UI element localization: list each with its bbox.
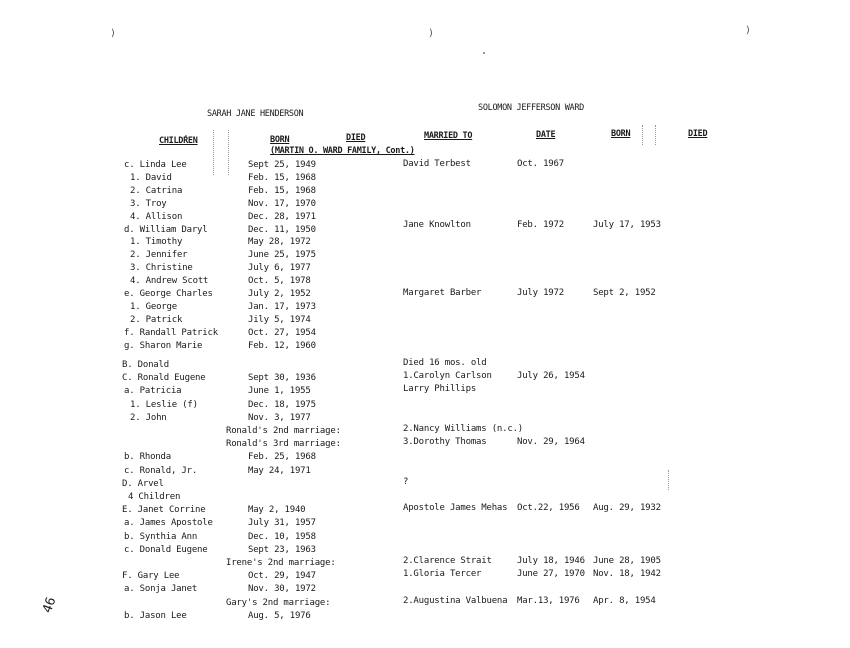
spouse-name: 2.Augustina Valbuena (403, 595, 508, 606)
col-died-spouse: DIED (688, 129, 708, 139)
family-note: (MARTIN O. WARD FAMILY, Cont.) (270, 146, 415, 156)
child-name: C. Ronald Eugene (122, 373, 206, 384)
child-name: D. Arvel (122, 478, 164, 489)
col-born: BORN (270, 135, 290, 145)
child-name: b. Rhonda (124, 452, 171, 463)
marriage-date: Mar.13, 1976 (517, 595, 580, 606)
child-name: 2. Catrina (130, 185, 183, 196)
spouse-birth-date: June 28, 1905 (593, 556, 661, 566)
marriage-date: Nov. 29, 1964 (517, 437, 585, 448)
birth-date: July 31, 1957 (248, 518, 316, 529)
col-date: DATE (536, 130, 556, 140)
child-name: d. William Daryl (124, 224, 208, 235)
spouse-name: Larry Phillips (403, 384, 477, 395)
child-name: a. Patricia (124, 386, 182, 397)
child-name: F. Gary Lee (122, 571, 180, 582)
child-name: c. Donald Eugene (124, 544, 208, 555)
birth-date: Irene's 2nd marriage: (226, 558, 336, 568)
child-name: c. Linda Lee (124, 160, 187, 170)
child-name: 4. Andrew Scott (130, 276, 209, 287)
birth-date: Ronald's 2nd marriage: (226, 426, 341, 436)
left-family-name: SARAH JANE HENDERSON (207, 109, 304, 119)
spouse-name: 1.Carolyn Carlson (403, 371, 492, 382)
spouse-name: 3.Dorothy Thomas (403, 437, 487, 448)
birth-date: Jily 5, 1974 (248, 314, 311, 325)
spouse-birth-date: Sept 2, 1952 (593, 288, 656, 298)
birth-date: Dec. 28, 1971 (248, 211, 316, 222)
scan-dot (483, 52, 485, 54)
birth-date: Dec. 11, 1950 (248, 224, 316, 235)
col-died: DIED (346, 133, 366, 143)
marriage-date: Oct.22, 1956 (517, 503, 580, 514)
birth-date: May 2, 1940 (248, 505, 306, 516)
birth-date: Gary's 2nd marriage: (226, 597, 331, 608)
child-name: 1. Timothy (130, 237, 183, 248)
spouse-name: 2.Clarence Strait (403, 556, 492, 566)
birth-date: Nov. 17, 1970 (248, 198, 316, 209)
birth-date: May 28, 1972 (248, 237, 311, 248)
child-name: 3. Christine (130, 263, 193, 274)
birth-date: Feb. 25, 1968 (248, 452, 316, 463)
child-name: b. Synthia Ann (124, 531, 198, 542)
birth-date: Sept 23, 1963 (248, 544, 316, 555)
child-name: 3. Troy (130, 198, 167, 209)
spouse-birth-date: July 17, 1953 (593, 219, 661, 230)
child-name: e. George Charles (124, 289, 213, 299)
child-name: 2. John (130, 412, 167, 423)
scan-line (655, 125, 656, 145)
birth-date: July 2, 1952 (248, 289, 311, 299)
child-name: 4 Children (128, 492, 181, 502)
child-name: 1. Leslie (f) (130, 399, 198, 410)
birth-date: Nov. 3, 1977 (248, 412, 311, 423)
scan-line (213, 130, 214, 175)
spouse-name: Apostole James Mehas (403, 503, 508, 514)
birth-date: Dec. 18, 1975 (248, 399, 316, 410)
child-name: 1. David (130, 172, 172, 183)
marriage-date: June 27, 1970 (517, 569, 585, 580)
scan-mark: ) (110, 28, 117, 39)
child-name: 4. Allison (130, 211, 183, 222)
child-name: g. Sharon Marie (124, 340, 203, 351)
scan-mark: ) (428, 28, 435, 39)
spouse-name: ? (403, 476, 409, 487)
child-name: 2. Jennifer (130, 250, 188, 261)
spouse-birth-date: Aug. 29, 1932 (593, 503, 661, 514)
scan-mark: ) (745, 25, 752, 36)
spouse-birth-date: Apr. 8, 1954 (593, 595, 656, 606)
birth-date: Feb. 15, 1968 (248, 172, 316, 183)
col-children: CHILDREN (159, 136, 198, 146)
spouse-name: 2.Nancy Williams (n.c.) (403, 424, 524, 434)
col-married-to: MARRIED TO (424, 131, 473, 141)
spouse-name: Margaret Barber (403, 288, 482, 298)
marriage-date: Oct. 1967 (517, 159, 564, 169)
spouse-name: Jane Knowlton (403, 219, 471, 230)
margin-page-number: 46 (40, 595, 60, 616)
scan-line (668, 470, 669, 490)
birth-date: Oct. 27, 1954 (248, 327, 316, 338)
child-name: b. Jason Lee (124, 610, 187, 621)
birth-date: July 6, 1977 (248, 263, 311, 274)
col-born-spouse: BORN (611, 129, 631, 139)
marriage-date: July 1972 (517, 288, 564, 298)
scan-line (228, 130, 229, 175)
child-name: a. Sonja Janet (124, 584, 198, 595)
spouse-name: Died 16 mos. old (403, 358, 487, 368)
marriage-date: July 26, 1954 (517, 371, 585, 382)
spouse-birth-date: Nov. 18, 1942 (593, 569, 661, 580)
child-name: c. Ronald, Jr. (124, 465, 198, 476)
scan-line (642, 125, 643, 145)
child-name: 1. George (130, 301, 177, 312)
birth-date: Nov. 30, 1972 (248, 584, 316, 595)
spouse-name: David Terbest (403, 159, 471, 169)
child-name: E. Janet Corrine (122, 505, 206, 516)
birth-date: June 25, 1975 (248, 250, 316, 261)
birth-date: Feb. 15, 1968 (248, 185, 316, 196)
birth-date: Oct. 29, 1947 (248, 571, 316, 582)
spouse-name: 1.Gloria Tercer (403, 569, 482, 580)
birth-date: Sept 30, 1936 (248, 373, 316, 384)
birth-date: Aug. 5, 1976 (248, 610, 311, 621)
birth-date: May 24, 1971 (248, 465, 311, 476)
right-family-name: SOLOMON JEFFERSON WARD (478, 103, 584, 113)
child-name: f. Randall Patrick (124, 327, 218, 338)
birth-date: Dec. 10, 1958 (248, 531, 316, 542)
child-name: 2. Patrick (130, 314, 183, 325)
child-name: B. Donald (122, 360, 169, 370)
birth-date: Ronald's 3rd marriage: (226, 439, 341, 450)
marriage-date: July 18, 1946 (517, 556, 585, 566)
birth-date: Feb. 12, 1960 (248, 340, 316, 351)
birth-date: Sept 25, 1949 (248, 160, 316, 170)
birth-date: Oct. 5, 1978 (248, 276, 311, 287)
marriage-date: Feb. 1972 (517, 219, 564, 230)
child-name: a. James Apostole (124, 518, 213, 529)
birth-date: Jan. 17, 1973 (248, 301, 316, 312)
birth-date: June 1, 1955 (248, 386, 311, 397)
